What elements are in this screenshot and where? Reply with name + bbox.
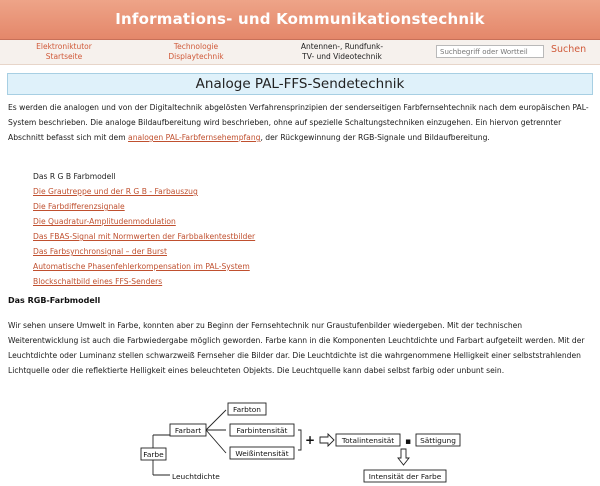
site-title: Informations- und Kommunikationstechnik [115,10,485,28]
nav-link-current-section[interactable] [290,42,394,62]
nav-current-line2: TV- und Videotechnik [302,52,382,61]
toc-link-grautreppe[interactable]: Die Grautreppe und der R G B - Farbauszug [33,187,198,196]
nav-display-line2: Displaytechnik [168,52,224,61]
diagram-multiply-sign: ▪ [404,437,412,447]
diagram-plus-sign: + [304,433,316,447]
diagram-label-farbart: Farbart [174,426,202,435]
table-of-contents [33,169,453,289]
search-input[interactable] [436,45,544,58]
toc-link-burst[interactable]: Das Farbsynchronsignal – der Burst [33,247,167,256]
diagram-line [206,430,226,453]
intro-text-before: Es werden die analogen und von der Digitaltechnik abgelösten Verfahrensprinzipien der senderseitigen Farbfernsehtechnik nach dem europäischen PAL-System beschrieben. Die analoge Bildaufbereitung wird beschrieben, ohne auf spezielle Schaltungstechniken einzugehen. Ein hiervon getrennter Abschnitt befasst sich mit dem [8,103,589,142]
diagram-label-farbintensitaet: Farbintensität [236,426,288,435]
nav-home-line1: Elektroniktutor [36,42,92,51]
intro-paragraph [8,100,594,145]
diagram-arrow [320,434,334,446]
page-title: Analoge PAL-FFS-Sendetechnik [195,76,405,92]
toc-link-fbas-signal[interactable]: Das FBAS-Signal mit Normwerten der Farbbalkentestbilder [33,232,256,241]
diagram-label-totalintensitaet: Totalintensität [341,436,395,445]
diagram-line [206,410,226,430]
nav-home-line2: Startseite [45,52,83,61]
page-title-bar [7,73,593,95]
diagram-label-farbe: Farbe [143,450,164,459]
toc-link-phasenfehler[interactable]: Automatische Phasenfehlerkompensation im PAL-System [33,262,250,271]
toc-link-farbdifferenzsignale[interactable]: Die Farbdifferenzsignale [33,202,125,211]
diagram-label-saettigung: Sättigung [420,436,456,445]
nav-current-line1: Antennen-, Rundfunk- [300,42,384,51]
nav-link-displaytechnik[interactable] [156,42,236,62]
toc-link-quadratur[interactable]: Die Quadratur-Amplitudenmodulation [33,217,176,226]
diagram-label-weissintensitaet: Weißintensität [235,449,289,458]
diagram-down-arrow [398,449,409,465]
nav-link-home[interactable] [22,42,106,62]
toc-item-current: Das R G B Farbmodell [33,172,116,181]
link-pal-empfang[interactable]: analogen PAL-Farbfernsehempfang [128,133,261,142]
nav-display-line1: Technologie [173,42,219,51]
diagram-brace [298,430,301,450]
intro-text-after: , der Rückgewinnung der RGB-Signale und Bildaufbereitung. [260,133,490,142]
diagram-label-farbton: Farbton [233,405,261,414]
diagram-label-leuchtdichte: Leuchtdichte [172,472,220,481]
search-button[interactable]: Suchen [551,44,587,55]
diagram-label-intensitaet-der-farbe: Intensität der Farbe [368,472,442,481]
section-paragraph: Wir sehen unsere Umwelt in Farbe, konnten aber zu Beginn der Fernsehtechnik nur Graustufenbilder wiedergeben. Mit der technischen Weiterentwicklung ist auch die Farbwiedergabe möglich geworden. Farbe kann in die Komponenten Leuchtdichte und Farbart aufgeteilt werden. Mit der Leuchtdichte oder Luminanz stellen schwarzweiß Fernseher die Bilder dar. Die Leuchtdichte ist die wahrgenommene Helligkeit einer selbststrahlenden Lichtquelle oder die reflektierte Helligkeit eines beleuchteten Objekts. Die Leuchtquelle kann dabei selbst farbig oder unbunt sein. [8,321,585,375]
site-banner [0,0,600,40]
toc-link-blockschaltbild[interactable]: Blockschaltbild eines FFS-Senders [33,277,163,286]
color-model-diagram [138,398,466,486]
section-title: Das RGB-Farbmodell [8,296,101,305]
